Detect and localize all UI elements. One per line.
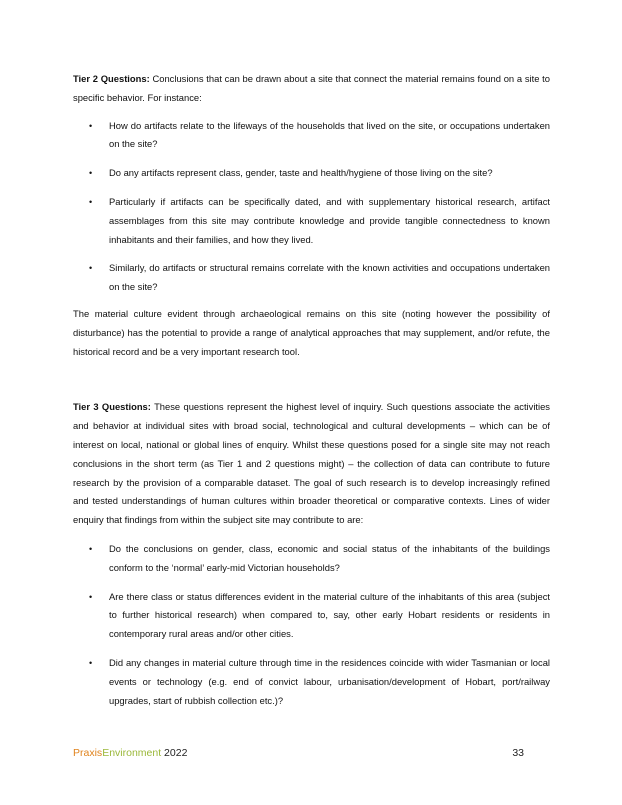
brand-praxis: Praxis bbox=[73, 747, 103, 759]
tier2-summary-paragraph: The material culture evident through archaeological remains on this site (noting however the possibility of disturbance) has the potential to provide a range of analytical approaches that may supplement, and/or refute, the historical record and be a very important research tool. bbox=[73, 307, 550, 357]
tier2-intro-text: Conclusions that can be drawn about a site that connect the material remains found on a site to specific behavior. For instance: bbox=[73, 73, 550, 103]
list-item-text: Particularly if artifacts can be specifically dated, and with supplementary historical research, artifact assemblages from this site may contribute knowledge and provide tangible connectedness to known inhabitants and their families, and how they lived. bbox=[109, 195, 550, 245]
footer-brand bbox=[73, 747, 187, 759]
brand-environment: Environment bbox=[102, 747, 162, 759]
tier3-bullet-list bbox=[73, 540, 550, 710]
tier3-heading: Tier 3 Questions: bbox=[73, 401, 151, 413]
list-item bbox=[73, 540, 550, 578]
bullet-icon: • bbox=[89, 591, 93, 602]
list-item-text: Similarly, do artifacts or structural remains correlate with the known activities and occupations undertaken on the site? bbox=[109, 262, 550, 293]
list-item bbox=[73, 193, 550, 249]
list-item bbox=[73, 164, 550, 183]
footer-year: 2022 bbox=[161, 747, 188, 759]
bullet-icon: • bbox=[89, 543, 93, 554]
bullet-icon: • bbox=[89, 168, 93, 179]
list-item-text: Did any changes in material culture through time in the residences coincide with wider Tasmanian or local events or technology (e.g. end of convict labour, urbanisation/development of Hobart, port/railway upgrades, start of rubbish collection etc.)? bbox=[109, 656, 550, 706]
bullet-icon: • bbox=[89, 657, 93, 668]
page-number: 33 bbox=[512, 747, 524, 759]
tier3-intro-text: These questions represent the highest level of inquiry. Such questions associate the activities and behavior at individual sites with broad social, technological and cultural developments – which can be of interest on local, national or global lines of enquiry. Whilst these questions posed for a single site may not reach conclusions in the short term (as Tier 1 and 2 questions might) – the collection of data can contribute to future research by the provision of a comparable dataset. The goal of such research is to develop increasingly refined and tested understandings of human cultures within broader theoretical or comparative contexts. Lines of wider enquiry that findings from within the subject site may contribute to are: bbox=[73, 401, 550, 526]
list-item-text: Do the conclusions on gender, class, economic and social status of the inhabitants of the buildings conform to the ‘normal’ early-mid Victorian households? bbox=[109, 542, 550, 573]
list-item bbox=[73, 117, 550, 155]
tier2-heading: Tier 2 Questions: bbox=[73, 73, 150, 84]
page-content bbox=[73, 70, 550, 720]
tier3-intro-paragraph bbox=[73, 398, 550, 530]
bullet-icon: • bbox=[89, 263, 93, 274]
list-item-text: How do artifacts relate to the lifeways of the households that lived on the site, or occupations undertaken on the site? bbox=[109, 119, 550, 150]
bullet-icon: • bbox=[89, 196, 93, 207]
list-item-text: Are there class or status differences evident in the material culture of the inhabitants of this area (subject to further historical research) when compared to, say, other early Hobart residents or residents in contemporary rural areas and/or other cities. bbox=[109, 590, 550, 640]
tier2-intro-paragraph bbox=[73, 70, 550, 108]
page-footer bbox=[73, 746, 524, 760]
bullet-icon: • bbox=[89, 120, 93, 131]
list-item bbox=[73, 654, 550, 710]
list-item bbox=[73, 588, 550, 644]
list-item bbox=[73, 259, 550, 297]
tier2-bullet-list bbox=[73, 117, 550, 297]
list-item-text: Do any artifacts represent class, gender, taste and health/hygiene of those living on the site? bbox=[109, 167, 493, 179]
